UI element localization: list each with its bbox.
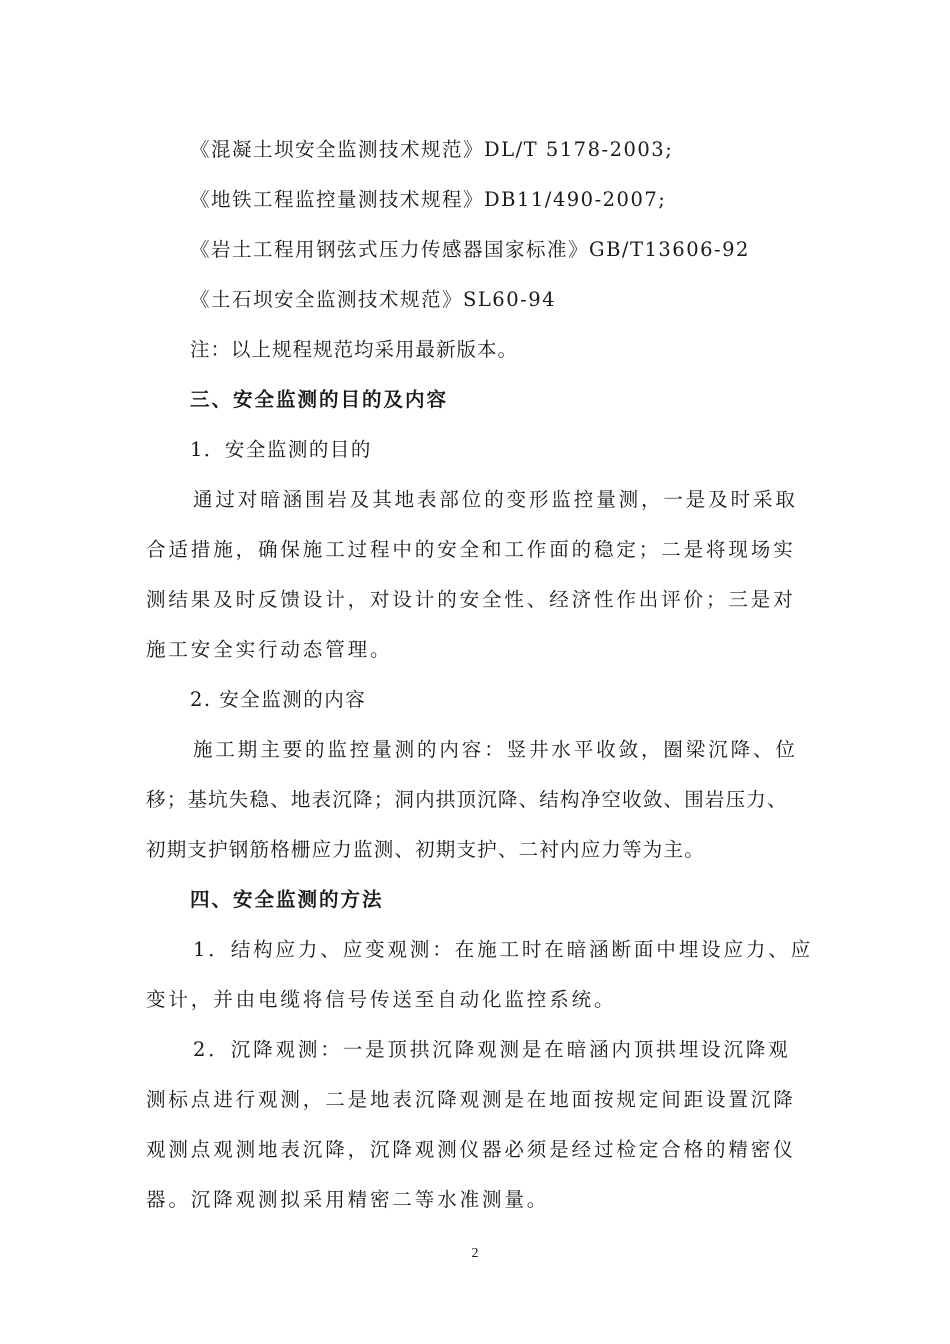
paragraph-line: 变计，并由电缆将信号传送至自动化监控系统。 bbox=[146, 988, 617, 1011]
paragraph-line: 初期支护钢筋格栅应力监测、初期支护、二衬内应力等为主。 bbox=[146, 838, 705, 861]
reference-line: 《混凝土坝安全监测技术规范》DL/T 5178-2003; bbox=[190, 138, 674, 161]
paragraph-line: 移；基坑失稳、地表沉降；洞内拱顶沉降、结构净空收敛、围岩压力、 bbox=[146, 788, 788, 811]
reference-line: 《岩土工程用钢弦式压力传感器国家标准》GB/T13606-92 bbox=[190, 238, 750, 261]
section-heading: 四、安全监测的方法 bbox=[190, 888, 384, 911]
paragraph-line: 2．沉降观测：一是顶拱沉降观测是在暗涵内顶拱埋设沉降观 bbox=[193, 1038, 791, 1061]
paragraph-line: 1．结构应力、应变观测：在施工时在暗涵断面中埋设应力、应 bbox=[193, 938, 814, 961]
paragraph-line: 施工安全实行动态管理。 bbox=[146, 638, 393, 661]
note-line: 注：以上规程规范均采用最新版本。 bbox=[190, 338, 519, 361]
paragraph-line: 观测点观测地表沉降，沉降观测仪器必须是经过检定合格的精密仪 bbox=[146, 1138, 796, 1161]
subsection-title: 2. 安全监测的内容 bbox=[190, 688, 367, 711]
paragraph-line: 器。沉降观测拟采用精密二等水准测量。 bbox=[146, 1188, 550, 1211]
section-heading: 三、安全监测的目的及内容 bbox=[190, 388, 449, 411]
paragraph-line: 测结果及时反馈设计，对设计的安全性、经济性作出评价；三是对 bbox=[146, 588, 796, 611]
paragraph-line: 合适措施，确保施工过程中的安全和工作面的稳定；二是将现场实 bbox=[146, 538, 796, 561]
subsection-title: 1．安全监测的目的 bbox=[190, 438, 372, 461]
reference-line: 《地铁工程监控量测技术规程》DB11/490-2007; bbox=[190, 188, 667, 211]
paragraph-line: 施工期主要的监控量测的内容：竖井水平收敛，圈梁沉降、位 bbox=[193, 738, 798, 761]
paragraph-line: 通过对暗涵围岩及其地表部位的变形监控量测，一是及时采取 bbox=[193, 488, 798, 511]
page-number: 2 bbox=[471, 1246, 479, 1261]
reference-line: 《土石坝安全监测技术规范》SL60-94 bbox=[190, 288, 557, 311]
paragraph-line: 测标点进行观测，二是地表沉降观测是在地面按规定间距设置沉降 bbox=[146, 1088, 796, 1111]
